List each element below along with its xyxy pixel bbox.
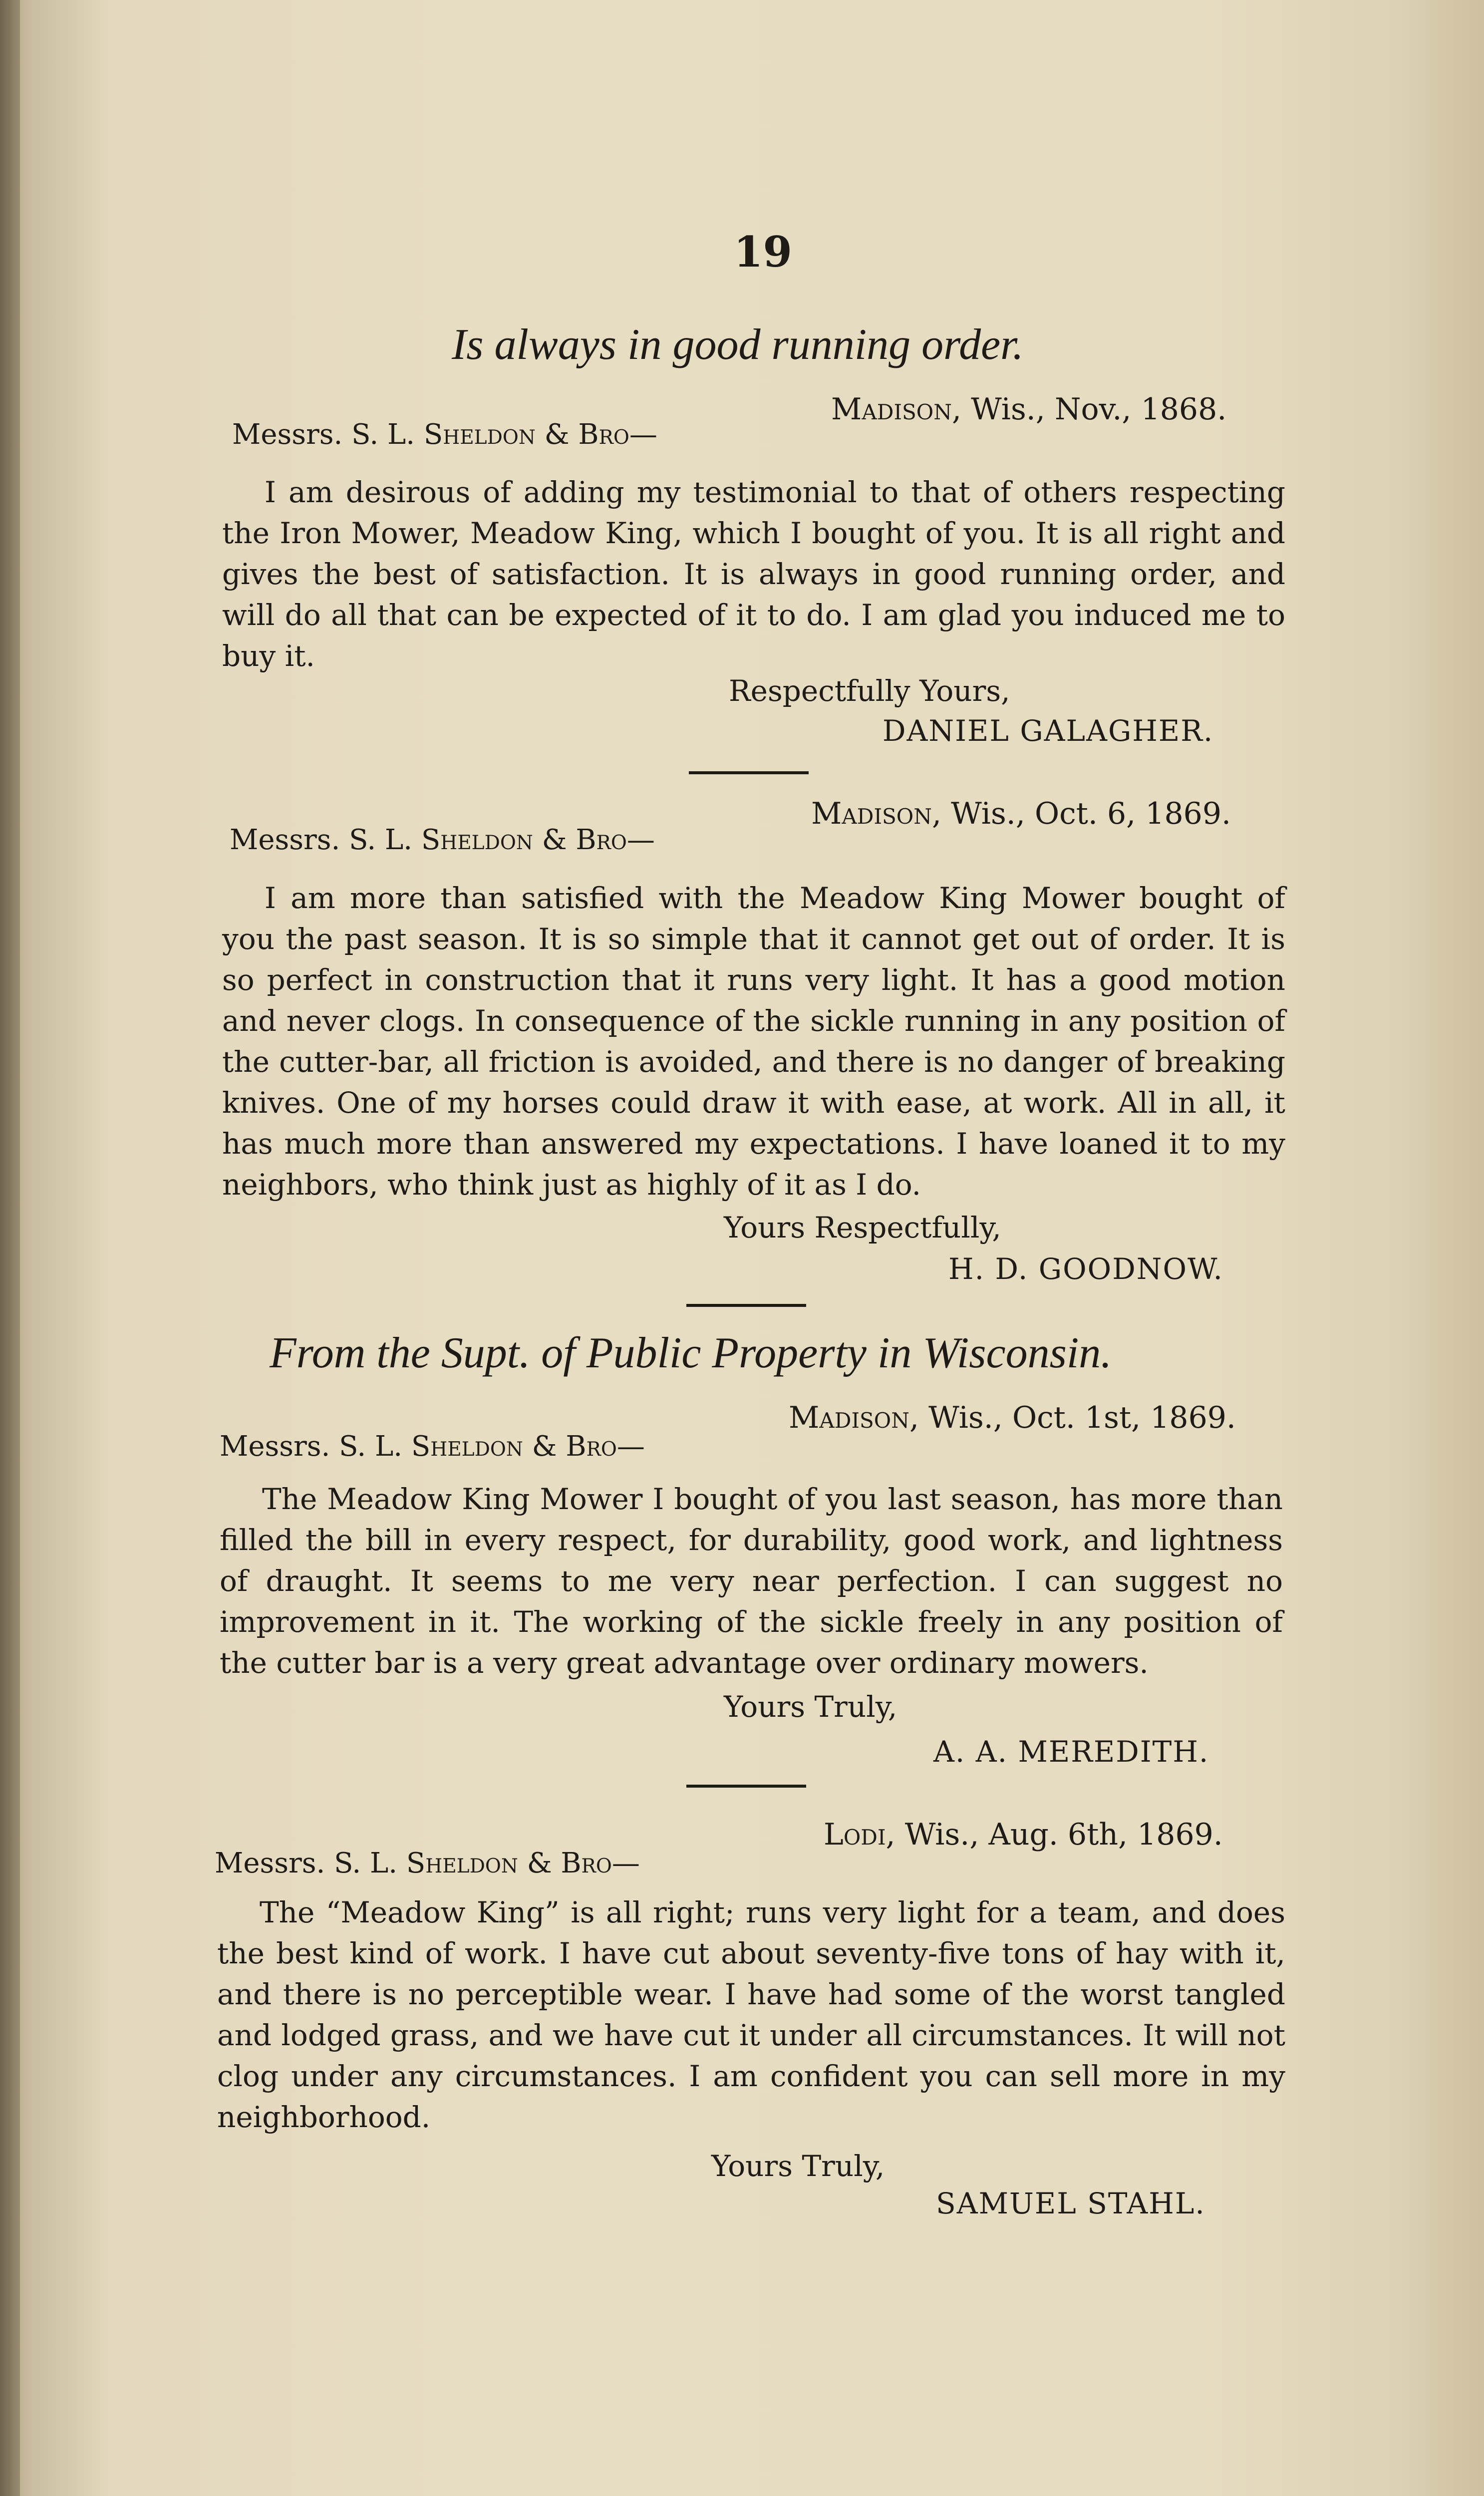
letter-2-signature: H. D. GOODNOW. [948, 1252, 1223, 1286]
book-spine [0, 0, 20, 2496]
letter-2-body: I am more than satisfied with the Meadow King Mower bought of you the past season. It is so simple that it cannot get out of order. It is so perfect in construction that it runs very light. It has a good motion and never clogs. In consequence of the sickle running in any position of the cutter-bar, all friction is avoided, and there is no danger of breaking knives. One of my horses could draw it with ease, at work. All in all, it has much more than answered my expectations. I have loaned it to my neighbors, who think just as highly of it as I do. [222, 881, 1285, 1202]
letter-3-signature: A. A. MEREDITH. [933, 1735, 1209, 1769]
letter-1-date: Madison, Wis., Nov., 1868. [831, 392, 1227, 427]
letter-3-heading: From the Supt. of Public Property in Wisconsin. [270, 1329, 1112, 1377]
letter-4-salutation: Messrs. S. L. Sheldon & Bro— [215, 1847, 640, 1879]
letter-2-closing: Yours Respectfully, [724, 1211, 1001, 1245]
letter-3-date: Madison, Wis., Oct. 1st, 1869. [789, 1400, 1236, 1435]
divider-rule [686, 1304, 806, 1307]
letter-4-date: Lodi, Wis., Aug. 6th, 1869. [824, 1817, 1223, 1852]
letter-1-signature: DANIEL GALAGHER. [883, 714, 1214, 748]
letter-3-salutation: Messrs. S. L. Sheldon & Bro— [220, 1430, 645, 1463]
letter-3-closing: Yours Truly, [724, 1690, 897, 1724]
letter-4-closing: Yours Truly, [711, 2149, 885, 2183]
letter-2-date: Madison, Wis., Oct. 6, 1869. [811, 796, 1231, 831]
letter-3-body: The Meadow King Mower I bought of you last season, has more than filled the bill in every respect, for durability, good work, and lightness of draught. It seems to me very near perfection. I can suggest no improvement in it. The working of the sickle freely in any position of the cutter bar is a very great advantage over ordinary mowers. [220, 1482, 1283, 1680]
letter-4-body: The “Meadow King” is all right; runs very light for a team, and does the best kind of work. I have cut about seventy-five tons of hay with it, and there is no perceptible wear. I have had some of the worst tangled and lodged grass, and we have cut it under all circumstances. It will not clog under any circumstances. I am confident you can sell more in my neighborhood. [217, 1895, 1285, 2134]
page-number: 19 [734, 227, 792, 277]
divider-rule [686, 1785, 806, 1788]
letter-4-signature: SAMUEL STAHL. [936, 2186, 1205, 2220]
letter-1-salutation: Messrs. S. L. Sheldon & Bro— [232, 418, 657, 451]
letter-1-closing: Respectfully Yours, [729, 674, 1010, 708]
divider-rule [689, 771, 809, 774]
letter-1-heading: Is always in good running order. [452, 320, 1024, 369]
letter-2-salutation: Messrs. S. L. Sheldon & Bro— [230, 824, 655, 856]
letter-1-body: I am desirous of adding my testimonial to that of others respecting the Iron Mower, Meadow King, which I bought of you. It is all right and gives the best of satisfaction. It is always in good running order, and will do all that can be expected of it to do. I am glad you induced me to buy it. [222, 475, 1285, 673]
